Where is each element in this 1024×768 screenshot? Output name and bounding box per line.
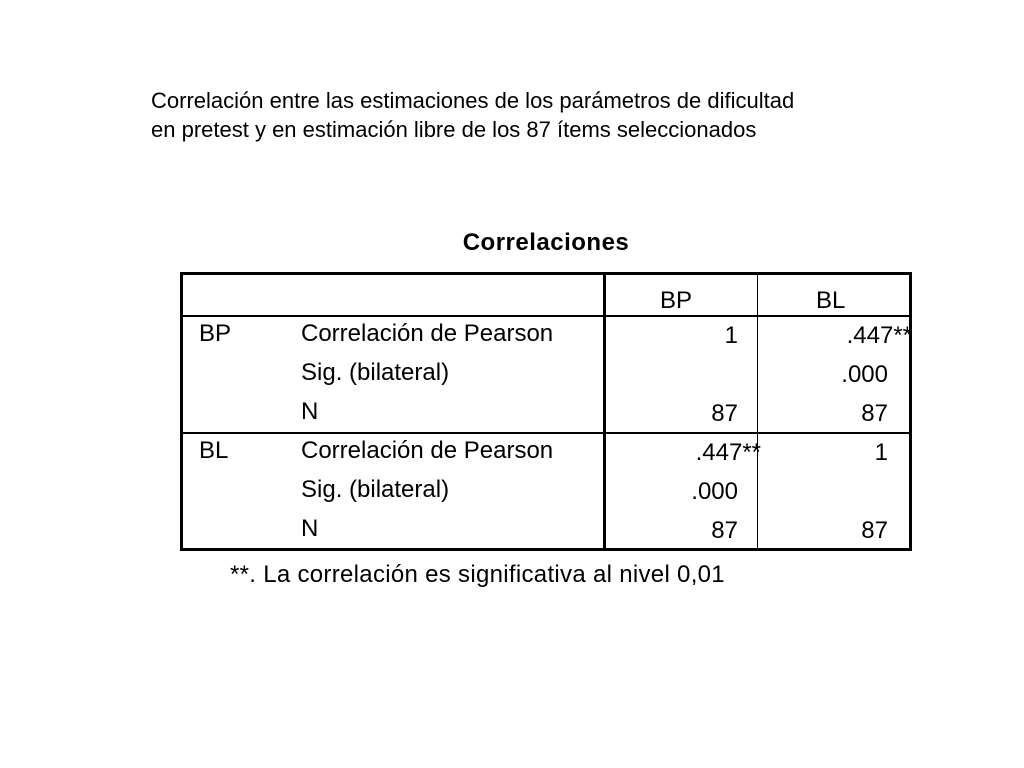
table-cell-value: .447** — [846, 322, 912, 349]
table-cell-value: 1 — [874, 439, 888, 466]
table-cell-value: 1 — [724, 322, 738, 349]
header-divider — [180, 315, 912, 317]
row-variable-bl: BL — [199, 437, 229, 464]
column-header-bp: BP — [660, 287, 693, 314]
table-title: Correlaciones — [462, 229, 630, 256]
row-stat-label: N — [301, 398, 319, 425]
table-cell-value: .000 — [691, 478, 738, 505]
table-cell-value: 87 — [711, 517, 738, 544]
table-cell-value: .000 — [841, 361, 888, 388]
row-stat-label: Correlación de Pearson — [301, 437, 554, 464]
row-variable-bp: BP — [199, 320, 232, 347]
table-cell-value: 87 — [711, 400, 738, 427]
row-stat-label: N — [301, 515, 319, 542]
column-header-bl: BL — [816, 287, 846, 314]
row-stat-label: Correlación de Pearson — [301, 320, 554, 347]
document-heading — [151, 86, 931, 144]
heading-line-2: en pretest y en estimación libre de los 87 ítems seleccionados — [151, 117, 757, 142]
table-cell-value: 87 — [861, 400, 888, 427]
row-stat-label: Sig. (bilateral) — [301, 476, 450, 503]
row-stat-label: Sig. (bilateral) — [301, 359, 450, 386]
table-cell-value: 87 — [861, 517, 888, 544]
table-cell-value: .447** — [695, 439, 761, 466]
heading-line-1: Correlación entre las estimaciones de los parámetros de dificultad — [151, 88, 795, 113]
table-footnote: **. La correlación es significativa al nivel 0,01 — [230, 561, 725, 588]
bp-bl-column-divider — [757, 272, 758, 551]
group-divider — [180, 432, 912, 434]
